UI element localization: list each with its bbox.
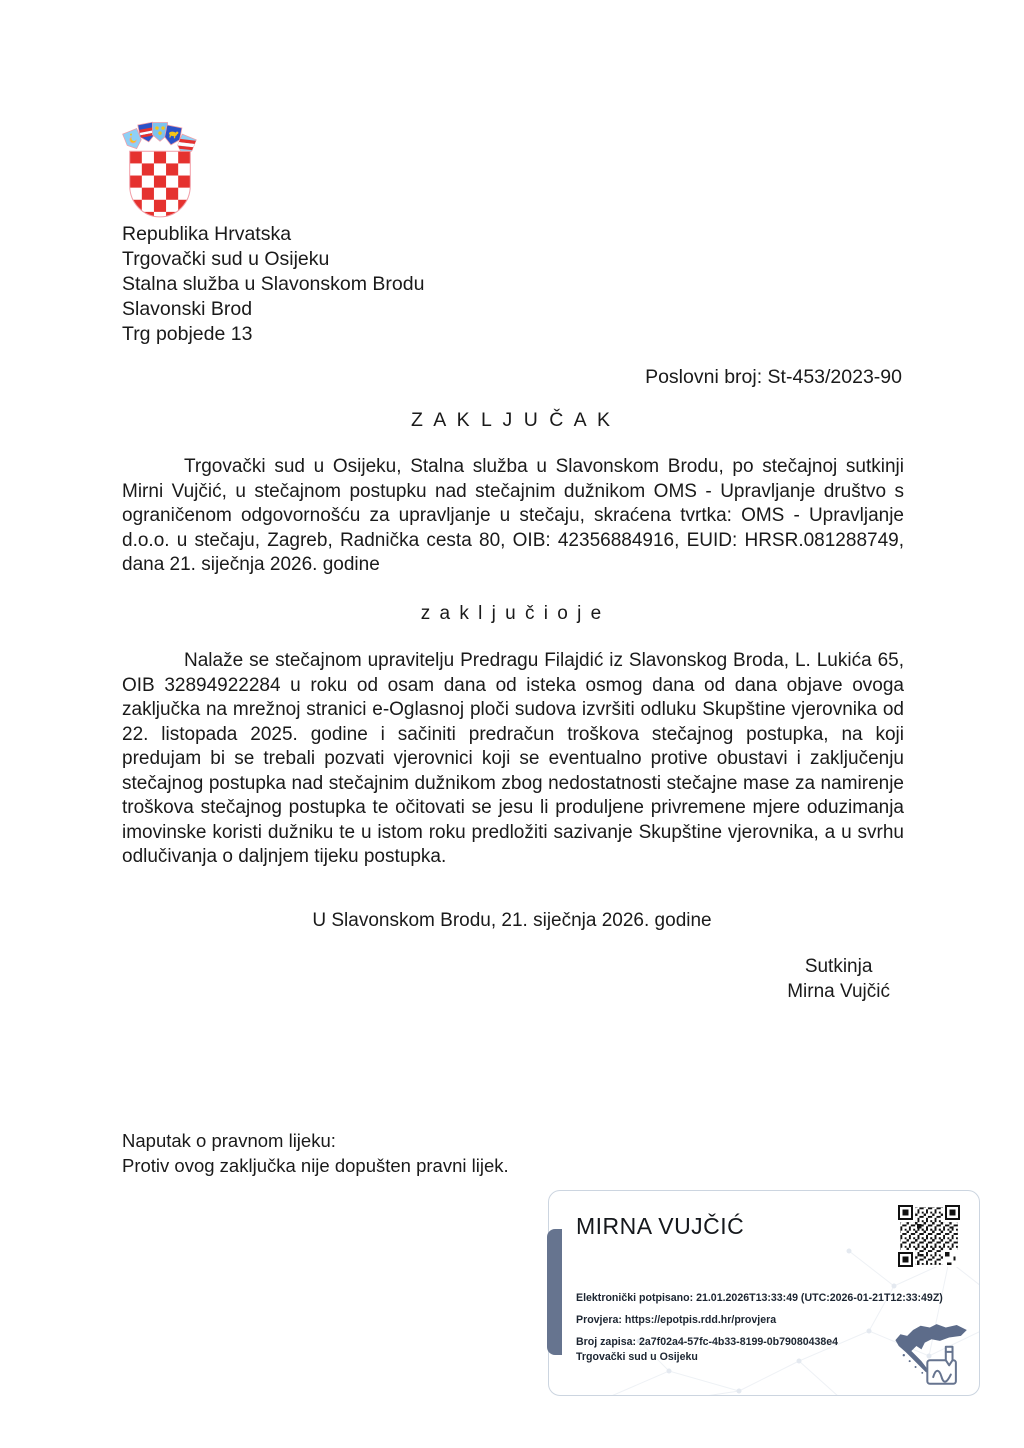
- signature-accent-bar: [547, 1229, 562, 1355]
- croatia-map-icon: [887, 1313, 971, 1389]
- address-line: Trg pobjede 13: [122, 323, 253, 345]
- qr-code-icon: [898, 1205, 960, 1267]
- decision-subheading: z a k l j u č i o j e: [420, 603, 604, 624]
- croatian-coat-of-arms-icon: [120, 119, 200, 225]
- legal-remedy-heading: Naputak o pravnom lijeku:: [122, 1130, 336, 1151]
- esignature-card: [548, 1190, 980, 1396]
- decision-paragraph: Nalaže se stečajnom upravitelju Predragu Filajdić iz Slavonskog Broda, L. Lukića 65, OIB 32894922284 u roku od osam dana od isteka osmog dana od dana objave ovoga zaključka na mrežnoj stranici e-Oglasnoj ploči sudova izvršiti odluku Skupštine vjerovnika od 22. listopada 2025. godine i sačiniti predračun troškova stečajnog postupka, na koji predujam bi se trebali pozvati vjerovnici koji se eventualno protive obustavi i zaključenju stečajnog postupka nad stečajnim dužnikom zbog nedostatnosti stečajne mase za namirenje troškova stečajnog postupka te očitovati se jesu li produljene privremene mjere oduzimanja imovinske koristi dužniku te u istom roku predložiti sazivanje Skupštine vjerovnika, a u svrhu odlučivanja o daljnjem tijeku postupka.: [122, 650, 904, 867]
- intro-paragraph: Trgovački sud u Osijeku, Stalna služba u Slavonskom Brodu, po stečajnoj sutkinji Mirni Vujčić, u stečajnom postupku nad stečajnim dužnikom OMS - Upravljanje društvo s ograničenom odgovornošću za upravljanje u stečaju, skraćena tvrtka: OMS - Upravljanje d.o.o. u stečaju, Zagreb, Radnička cesta 80, OIB: 42356884916, EUID: HRSR.081288749, dana 21. siječnja 2026. godine: [122, 456, 904, 575]
- address-line: Slavonski Brod: [122, 298, 253, 320]
- address-line: Stalna služba u Slavonskom Brodu: [122, 273, 425, 295]
- esign-signer-name: MIRNA VUJČIĆ: [576, 1213, 745, 1239]
- legal-remedy-note: [122, 1128, 509, 1178]
- signer-name: Mirna Vujčić: [787, 981, 890, 1002]
- address-line: Republika Hrvatska: [122, 223, 292, 245]
- stamp-pen-icon: [927, 1347, 956, 1384]
- document-title: Z A K L J U Č A K: [410, 409, 613, 431]
- judge-signature-block: [787, 954, 890, 1004]
- signer-role: Sutkinja: [804, 956, 873, 977]
- address-line: Trgovački sud u Osijeku: [122, 248, 330, 270]
- case-reference: Poslovni broj: St-453/2023-90: [645, 366, 902, 388]
- court-address-block: [122, 222, 424, 347]
- esign-record-line: Broj zapisa: 2a7f02a4-57fc-4b33-8199-0b79080438e4: [576, 1336, 839, 1348]
- esign-court-line: Trgovački sud u Osijeku: [576, 1351, 698, 1363]
- esign-signed-line: Elektronički potpisano: 21.01.2026T13:33:49 (UTC:2026-01-21T12:33:49Z): [576, 1292, 943, 1304]
- esign-verify-line: Provjera: https://epotpis.rdd.hr/provjera: [576, 1314, 777, 1326]
- legal-remedy-text: Protiv ovog zaključka nije dopušten pravni lijek.: [122, 1155, 509, 1176]
- place-date-line: U Slavonskom Brodu, 21. siječnja 2026. godine: [312, 910, 712, 931]
